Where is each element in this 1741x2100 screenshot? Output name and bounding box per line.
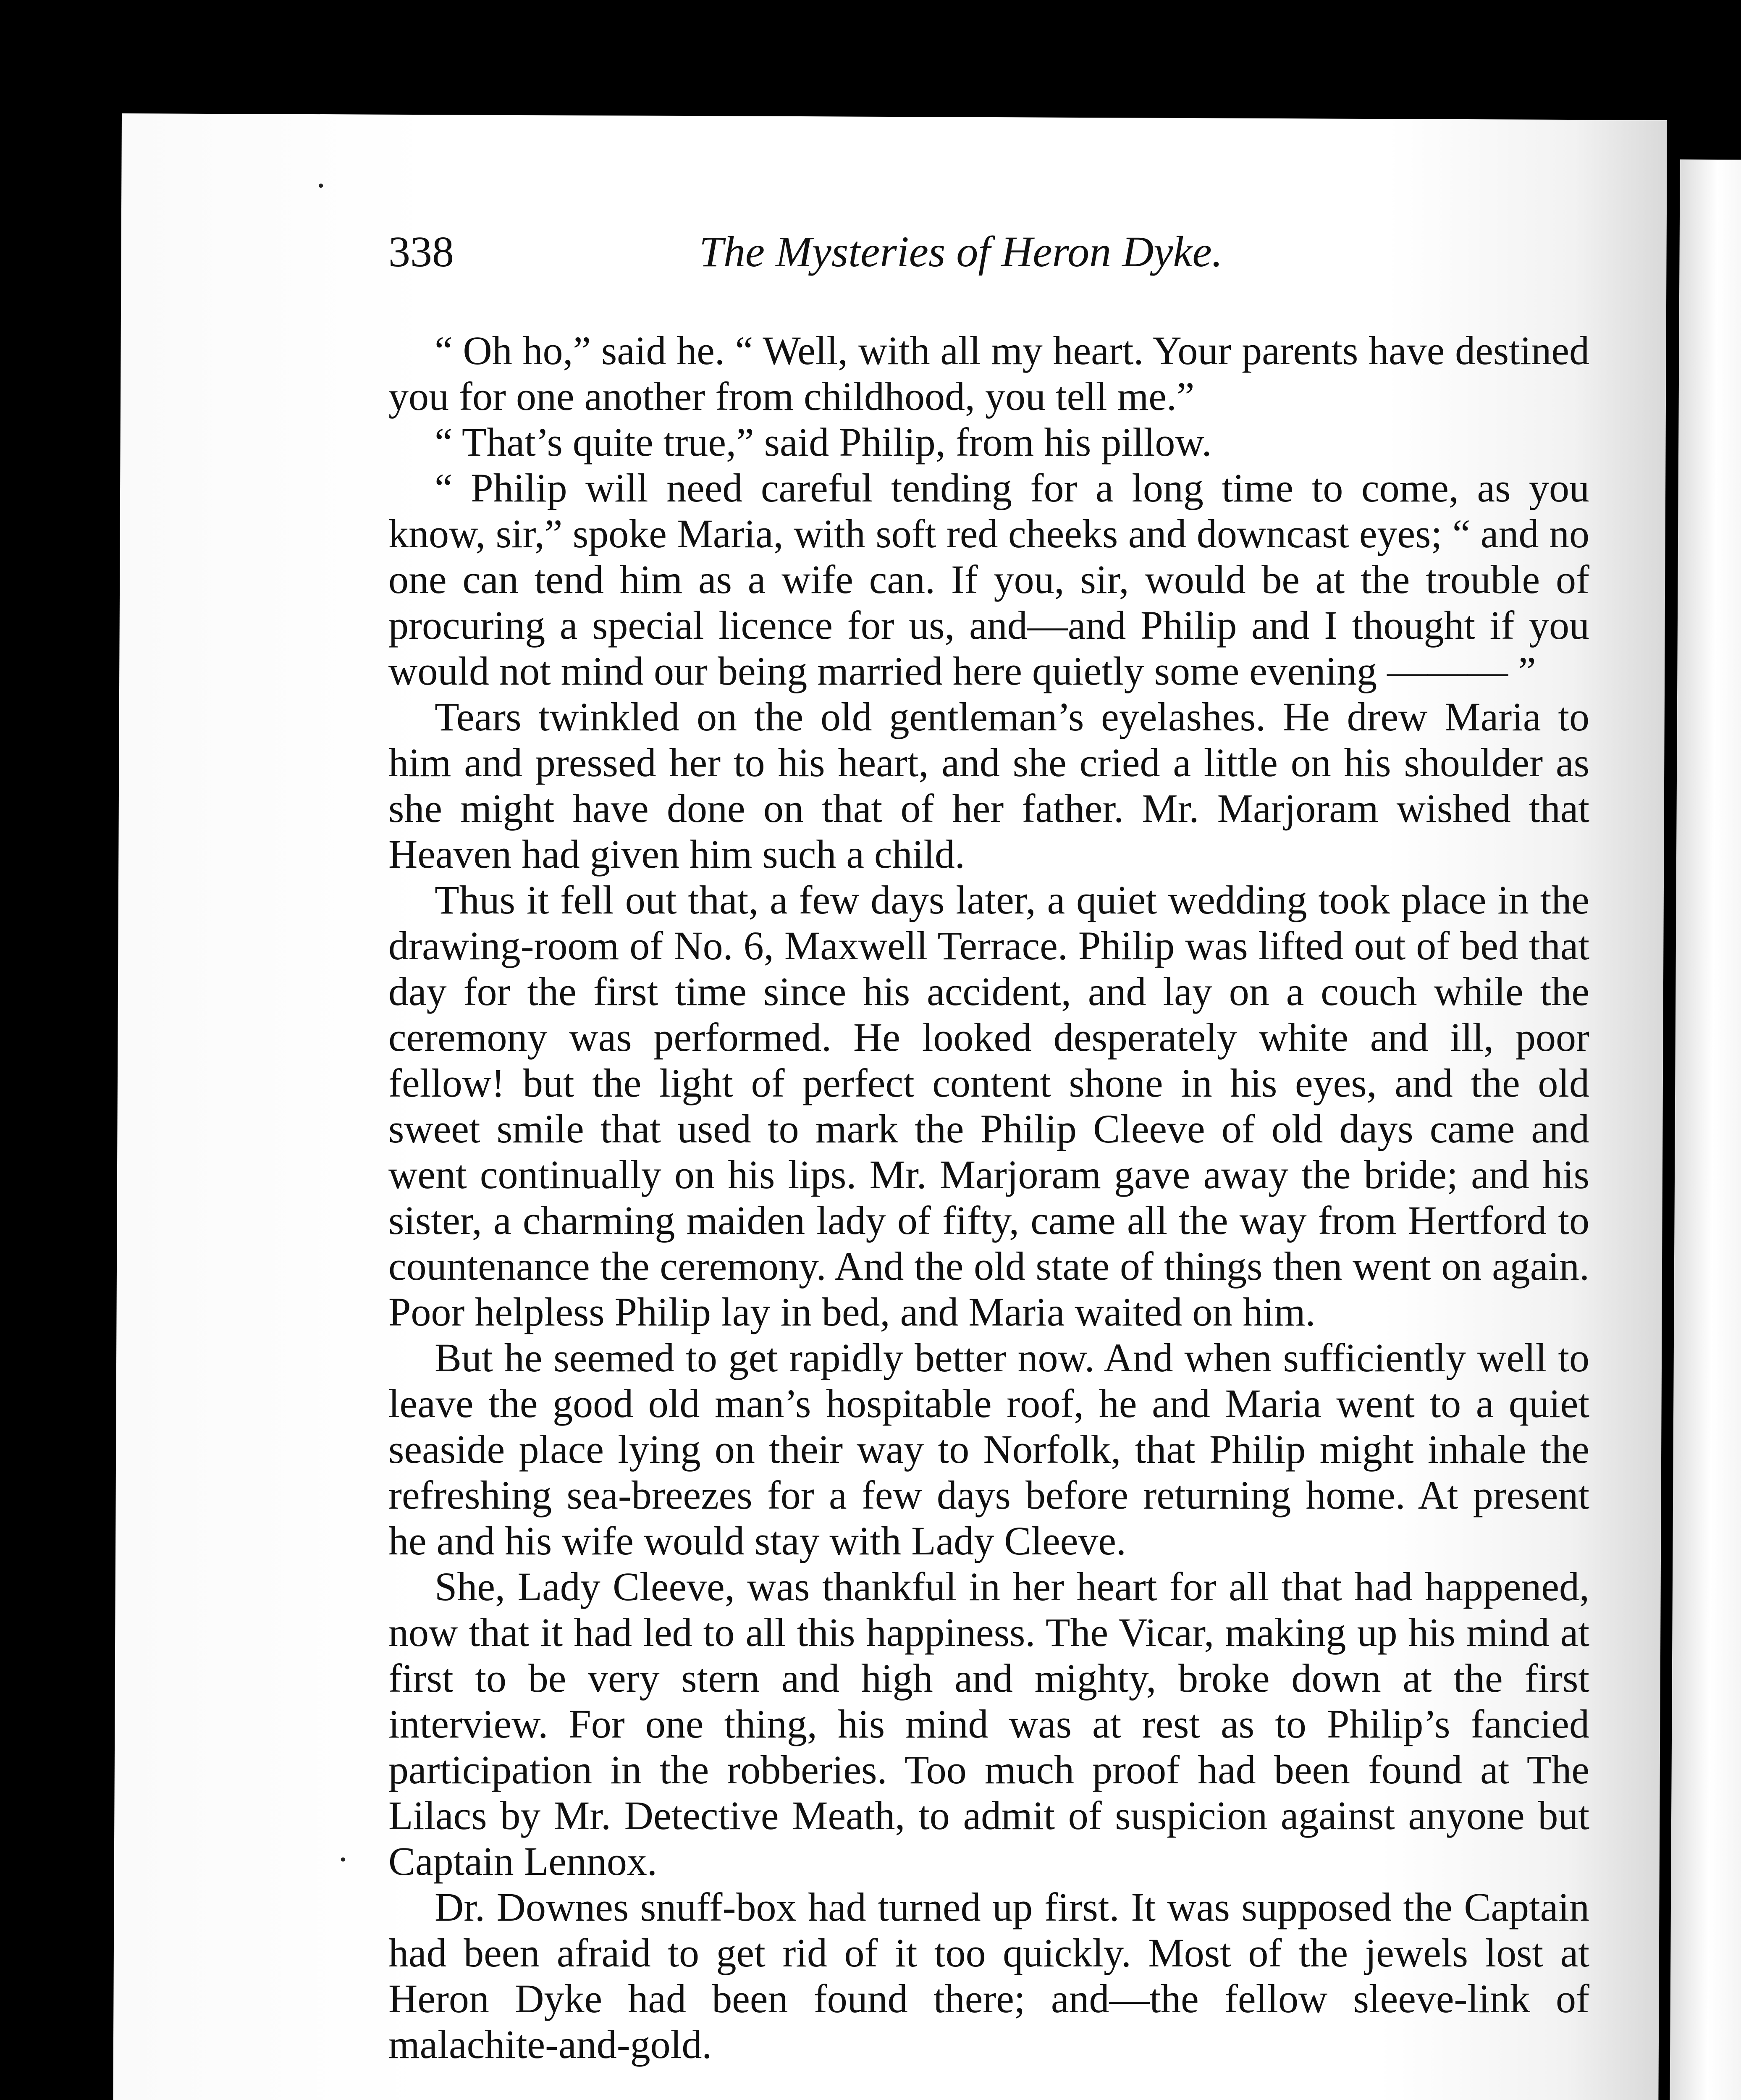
paragraph: Thus it fell out that, a few days later, a quiet wedding took place in the drawing-room of No. 6, Maxwell Terrace. Philip was lifted out of bed that day for the first time since his accident, and lay on a couch while the ceremony was performed. He looked desperately white and ill, poor fellow! but the light of perfect content shone in his eyes, and the old sweet smile that used to mark the Philip Cleeve of old days came and went continually on his lips. Mr. Marjoram gave away the bride; and his sister, a charming maiden lady of fifty, came all the way from Hertford to countenance the ceremony. And the old state of things then went on again. Poor helpless Philip lay in bed, and Maria waited on him. xyxy=(388,877,1589,1334)
dust-speck xyxy=(341,1857,345,1861)
paragraph: She, Lady Cleeve, was thankful in her heart for all that had happened, now that it had led to all this happiness. The Vicar, making up his mind at first to be very stern and high and mighty, broke down at the first interview. For one thing, his mind was at rest as to Philip’s fancied participation in the robberies. Too much proof had been found at The Lilacs by Mr. Detective Meath, to admit of suspicion against anyone but Captain Lennox. xyxy=(388,1564,1589,1884)
next-page-edge xyxy=(1667,160,1741,2100)
dust-speck xyxy=(319,184,323,188)
paragraph: “ That’s quite true,” said Philip, from his pillow. xyxy=(435,420,1212,465)
paragraph: Tears twinkled on the old gentleman’s eyelashes. He drew Maria to him and pressed her to his heart, and she cried a little on his shoulder as she might have done on that of her father. Mr. Marjoram wished that Heaven had given him such a child. xyxy=(388,694,1589,877)
page-number: 338 xyxy=(388,228,454,276)
paragraph: “ Philip will need careful tending for a long time to come, as you know, sir,” spoke Maria, with soft red cheeks and downcast eyes; “ and no one can tend him as a wife can. If you, sir, would be at the trouble of procuring a special licence for us, and—and Philip and I thought if you would not mind our being married here quietly some evening ——— ” xyxy=(388,465,1589,693)
running-header xyxy=(388,227,1589,286)
paragraph: But he seemed to get rapidly better now. And when sufficiently well to leave the good old man’s hospitable roof, he and Maria went to a quiet seaside place lying on their way to Norfolk, that Philip might inhale the refreshing sea-breezes for a few days before returning home. At present he and his wife would stay with Lady Cleeve. xyxy=(388,1335,1589,1563)
paragraph: Dr. Downes snuff-box had turned up first. It was supposed the Captain had been afraid to get rid of it too quickly. Most of the jewels lost at Heron Dyke had been found there; and—the fellow sleeve-link of malachite-and-gold. xyxy=(388,1885,1589,2067)
paragraph: “ Oh ho,” said he. “ Well, with all my heart. Your parents have destined you for one another from childhood, you tell me.” xyxy=(388,328,1589,419)
body-text xyxy=(388,328,1589,2067)
running-title: The Mysteries of Heron Dyke. xyxy=(699,228,1223,276)
